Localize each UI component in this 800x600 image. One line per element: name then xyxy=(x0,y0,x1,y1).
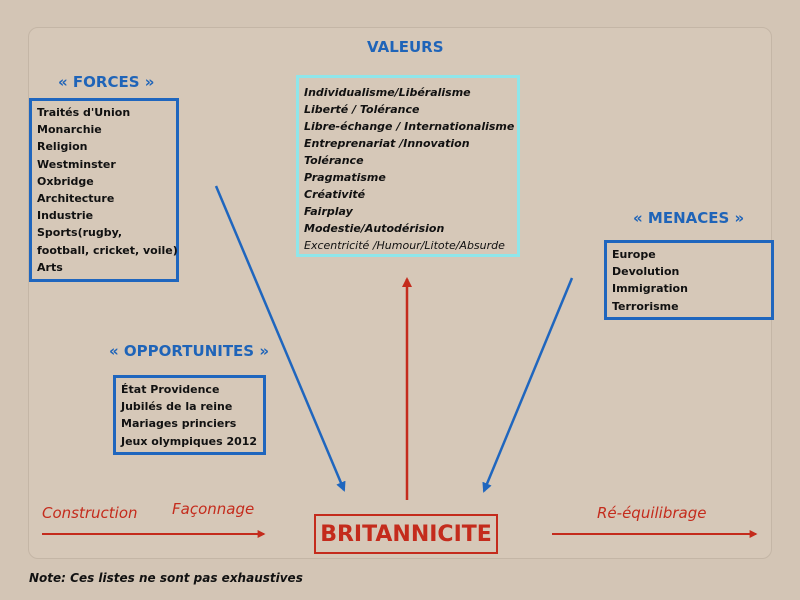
opportunities-item: Jubilés de la reine xyxy=(121,400,233,414)
threats-box xyxy=(604,240,774,320)
forces-title: « FORCES » xyxy=(58,73,155,91)
faconnage-label: Façonnage xyxy=(172,500,255,518)
forces-item: Industrie xyxy=(37,209,94,223)
forces-item: Sports(rugby, xyxy=(37,226,123,240)
central-box-britannicite: BRITANNICITE xyxy=(314,514,498,554)
threats-title: « MENACES » xyxy=(633,209,745,227)
opportunities-item: Mariages princiers xyxy=(121,417,237,431)
forces-item: Oxbridge xyxy=(37,174,94,188)
threats-item: Europe xyxy=(612,248,656,261)
threats-item: Devolution xyxy=(612,265,680,279)
opportunities-title: « OPPORTUNITES » xyxy=(109,342,270,360)
forces-item: Arts xyxy=(37,260,63,274)
values-item: Libre-échange / Internationalisme xyxy=(304,120,515,133)
values-item: Entreprenariat /Innovation xyxy=(304,137,470,150)
opportunities-item: Jeux olympiques 2012 xyxy=(121,434,258,448)
forces-item: Architecture xyxy=(37,192,115,206)
opportunities-item: État Providence xyxy=(121,383,220,396)
forces-item: Westminster xyxy=(37,157,116,171)
forces-item: Religion xyxy=(37,140,88,154)
values-item: Individualisme/Libéralisme xyxy=(304,86,471,99)
values-item: Créativité xyxy=(304,188,366,201)
footnote: Note: Ces listes ne sont pas exhaustives xyxy=(29,571,303,585)
forces-item: Traités d'Union xyxy=(37,106,131,119)
threats-item: Immigration xyxy=(612,282,688,296)
values-item: Liberté / Tolérance xyxy=(304,103,420,116)
values-item: Modestie/Autodérision xyxy=(304,222,445,235)
construction-label: Construction xyxy=(42,504,138,522)
values-item: Fairplay xyxy=(304,205,353,218)
forces-box xyxy=(29,98,179,282)
forces-item: football, cricket, voile) xyxy=(37,243,178,257)
forces-item: Monarchie xyxy=(37,123,102,137)
values-box xyxy=(296,75,520,257)
threats-item: Terrorisme xyxy=(612,299,679,313)
opportunities-box xyxy=(113,375,266,455)
values-title: VALEURS xyxy=(367,38,444,56)
values-item-last: Excentricité /Humour/Litote/Absurde xyxy=(304,239,505,252)
values-item: Pragmatisme xyxy=(304,171,386,184)
values-item: Tolérance xyxy=(304,154,364,167)
reequilibrage-label: Ré-équilibrage xyxy=(597,504,707,522)
arrow-threats-to-central xyxy=(484,278,572,491)
